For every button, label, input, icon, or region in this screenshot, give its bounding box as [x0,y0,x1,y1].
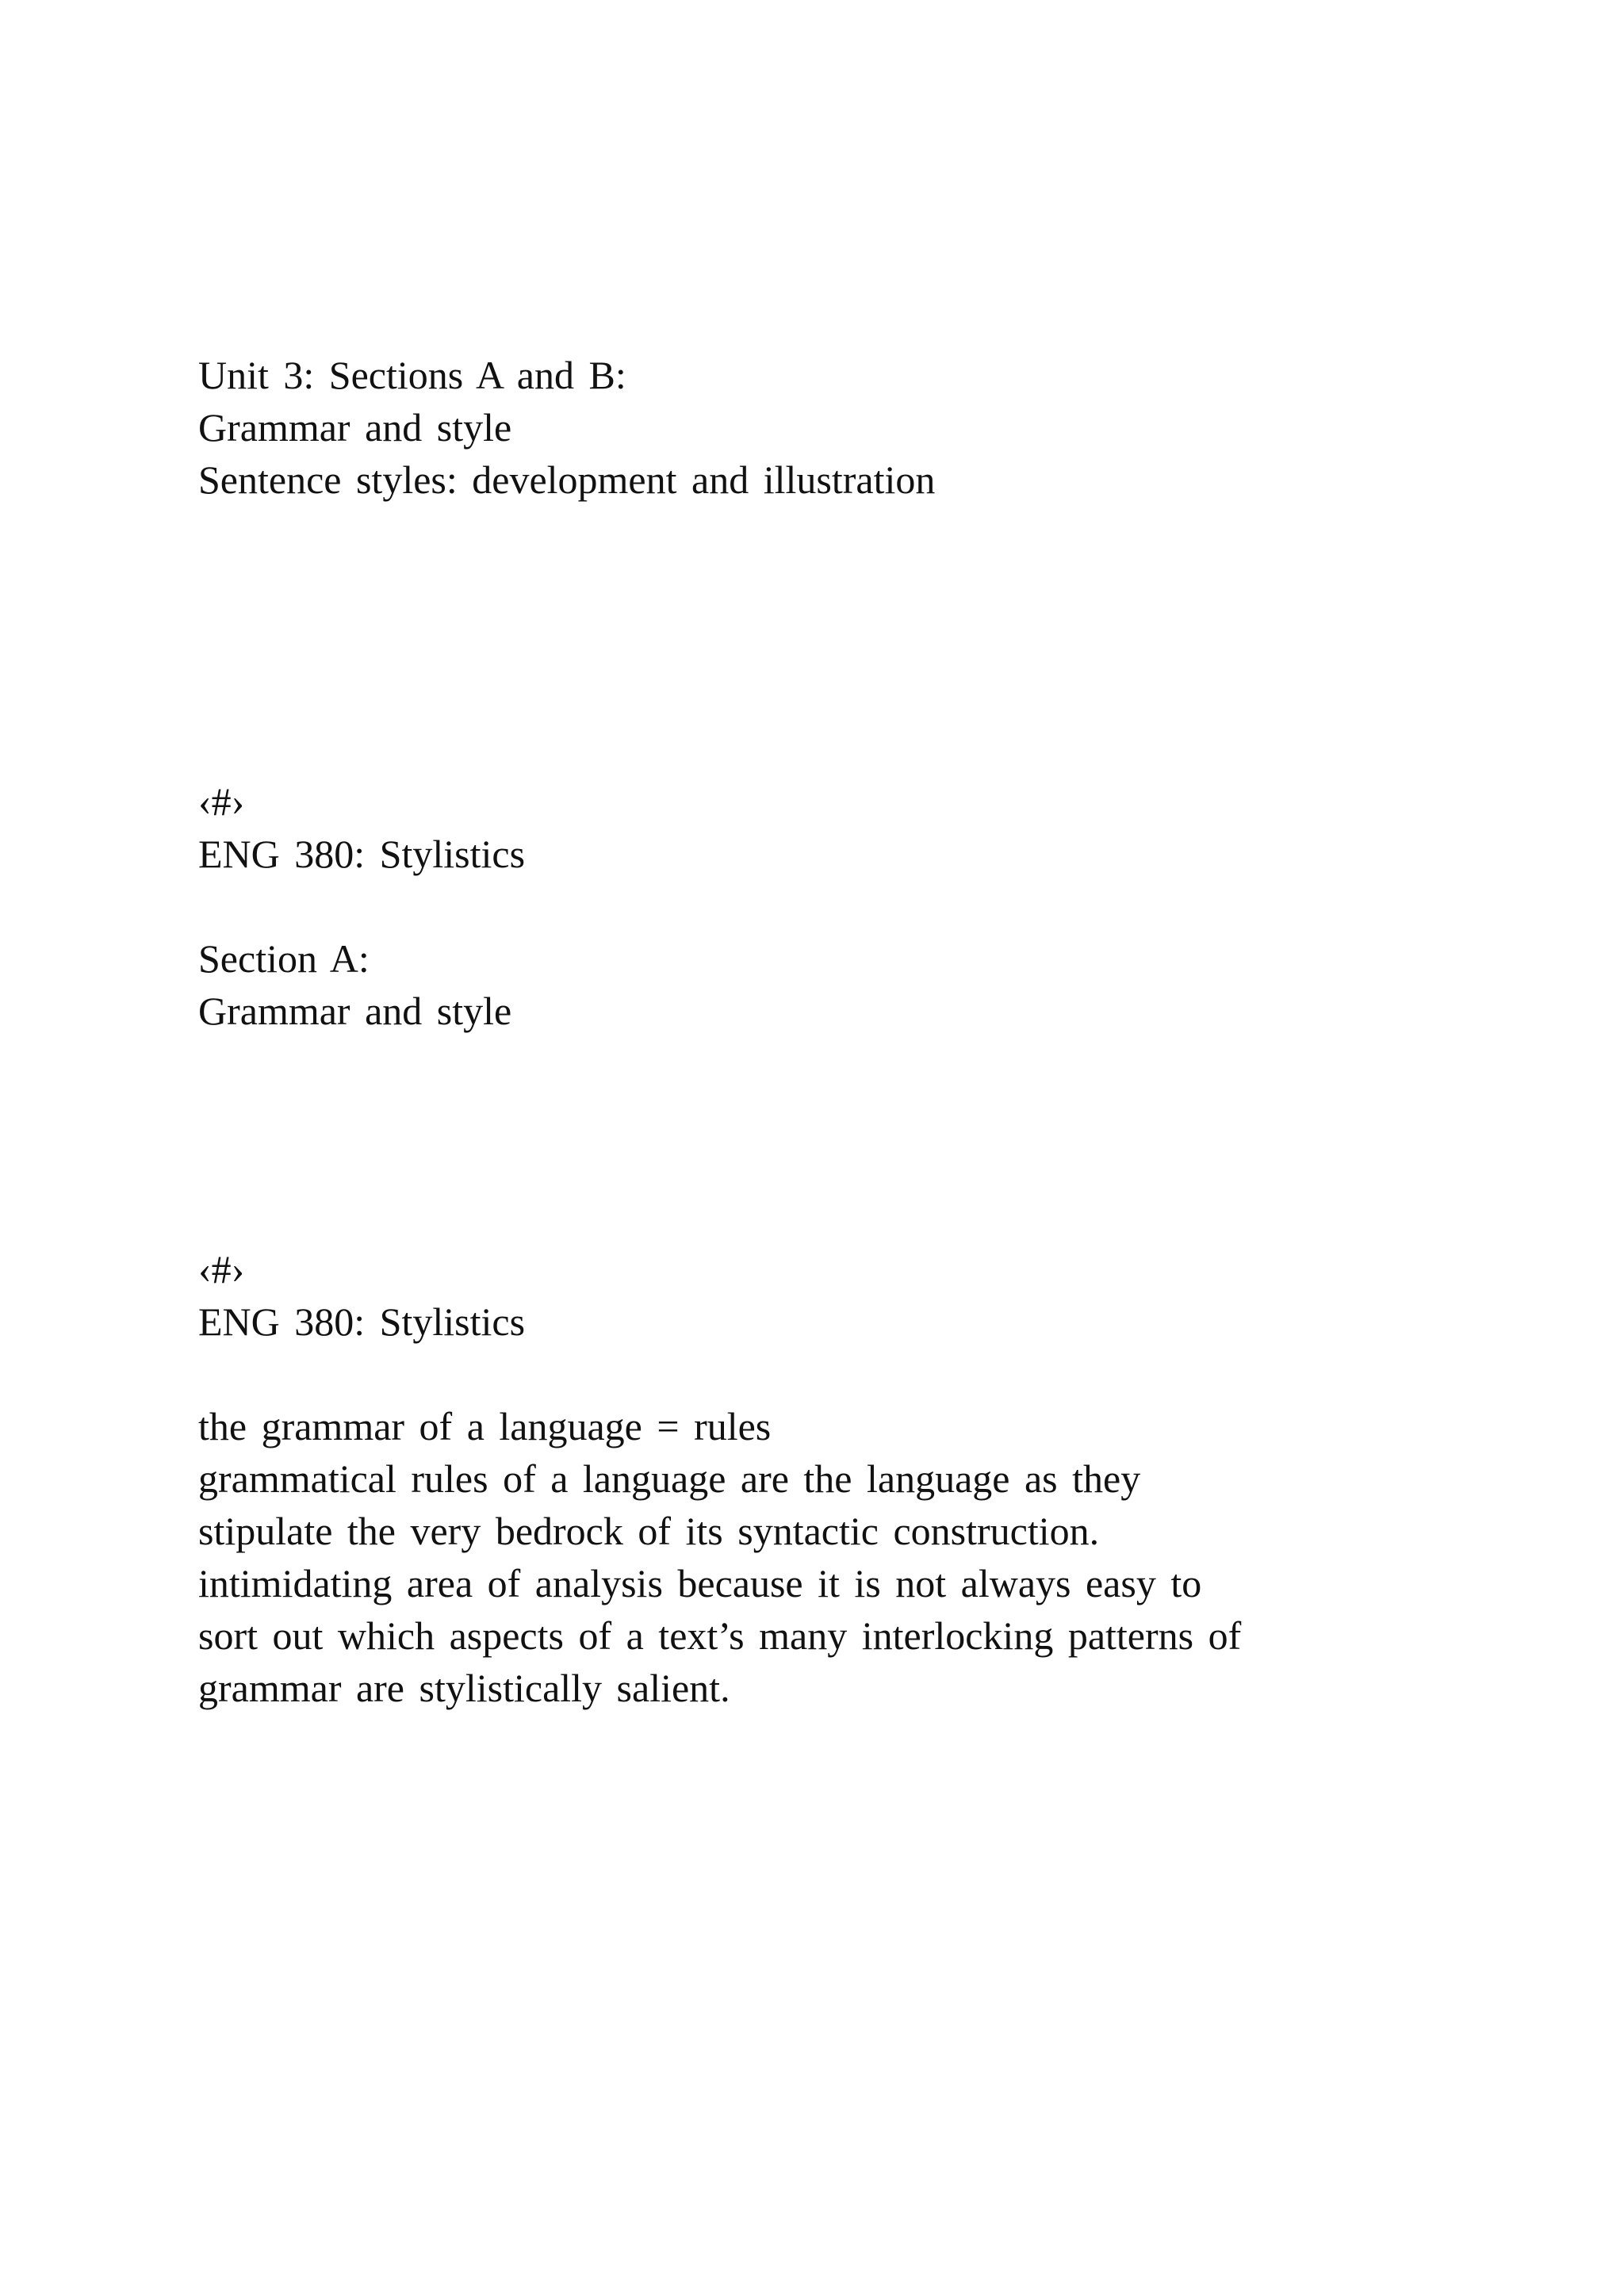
body-line: intimidating area of analysis because it is not always easy to [198,1561,1202,1605]
body-line: stipulate the very bedrock of its syntactic construction. [198,1509,1100,1553]
body-line: grammar are stylistically salient. [198,1666,730,1710]
slide-number: ‹#› [198,1247,245,1292]
unit-heading: Unit 3: Sections A and B: [198,353,626,397]
section-title: Grammar and style [198,989,512,1033]
unit-topic: Sentence styles: development and illustration [198,457,936,502]
body-line: the grammar of a language = rules [198,1404,772,1448]
body-line: grammatical rules of a language are the language as they [198,1456,1141,1501]
slide-section-a [198,775,1546,1037]
slide-grammar-rules [198,1243,1546,1714]
spacer [198,1348,1546,1400]
slide-number: ‹#› [198,779,245,824]
spacer [198,880,1546,932]
section-heading: Section A: [198,936,370,981]
title-block [198,349,1546,506]
course-label: ENG 380: Stylistics [198,1299,526,1344]
unit-subheading: Grammar and style [198,405,512,450]
body-line: sort out which aspects of a text’s many interlocking patterns of [198,1613,1242,1658]
course-label: ENG 380: Stylistics [198,832,526,876]
